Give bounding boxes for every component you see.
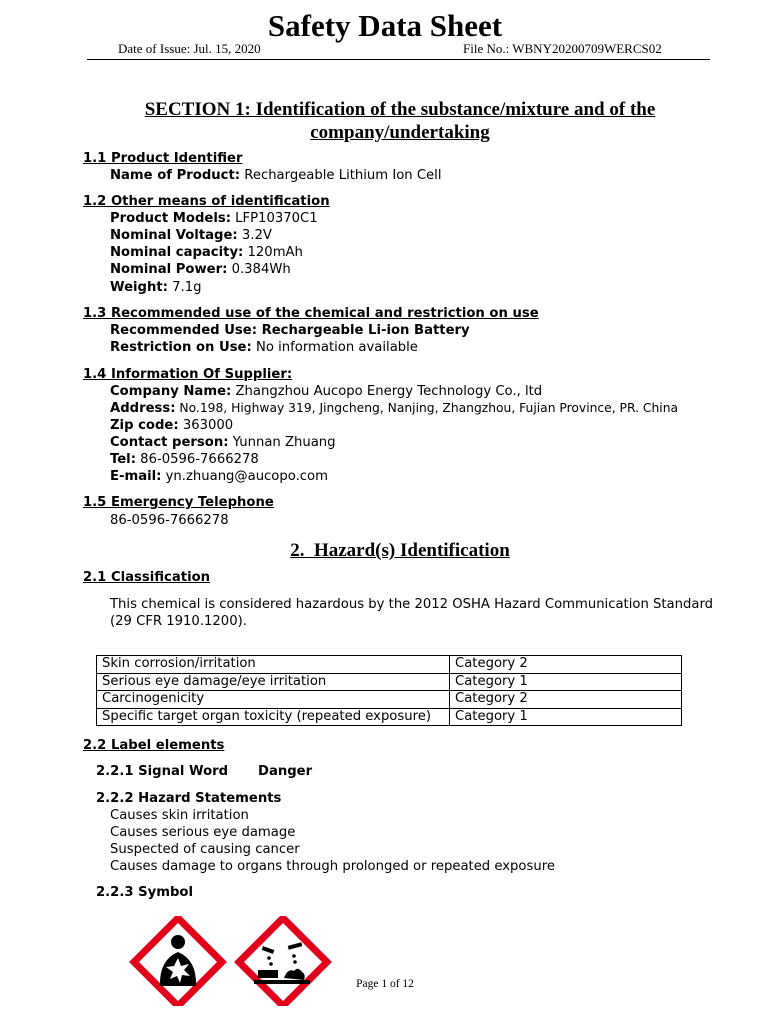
weight-label: Weight: [110,280,168,295]
heading-1-4: 1.4 Information Of Supplier: [83,367,293,382]
restriction-label: Restriction on Use: [110,340,252,355]
product-models-row [110,210,318,227]
nominal-voltage-row [110,227,272,244]
contact-person-row [110,434,336,451]
weight-value: 7.1g [167,280,202,295]
health-hazard-pictogram-icon [134,918,222,1006]
hazard-cell: Skin corrosion/irritation [97,656,450,674]
email-label: E-mail: [110,469,162,484]
table-row [97,691,682,709]
nominal-power-value: 0.384Wh [227,262,291,277]
section1-title [80,98,720,144]
product-models-label: Product Models: [110,211,231,226]
emergency-telephone: 86-0596-7666278 [110,513,229,528]
hazard-statement: Causes skin irritation [110,808,249,823]
contact-person-value: Yunnan Zhuang [228,435,336,450]
hazard-cell: Carcinogenicity [97,691,450,709]
nominal-capacity-value: 120mAh [243,245,303,260]
heading-2-2: 2.2 Label elements [83,738,225,753]
section1-title-line2: company/undertaking [310,122,490,143]
nominal-voltage-label: Nominal Voltage: [110,228,238,243]
contact-person-label: Contact person: [110,435,229,450]
signal-word-value: Danger [258,764,313,779]
email-row [110,468,328,485]
tel-value: 86-0596-7666278 [135,452,259,467]
heading-1-1: 1.1 Product Identifier [83,151,243,166]
hazard-cell: Specific target organ toxicity (repeated exposure) [97,708,450,726]
category-cell: Category 1 [450,673,682,691]
company-name-value: Zhangzhou Aucopo Energy Technology Co., ltd [231,384,543,399]
hazard-statements-heading: 2.2.2 Hazard Statements [96,791,282,806]
page-number: Page 1 of 12 [356,978,414,990]
date-of-issue: Date of Issue: Jul. 15, 2020 [118,41,261,56]
classification-text-line1: This chemical is considered hazardous by the 2012 OSHA Hazard Communication Standard [110,597,713,612]
product-name-row [110,167,441,184]
table-row [97,673,682,691]
weight-row [110,279,202,296]
section2-title [80,539,720,562]
nominal-voltage-value: 3.2V [237,228,272,243]
zip-code-value: 363000 [178,418,234,433]
ghs-pictograms [128,916,368,1006]
heading-1-3: 1.3 Recommended use of the chemical and restriction on use [83,306,539,321]
hazard-statement: Causes damage to organs through prolonged or repeated exposure [110,859,555,874]
classification-table [96,655,682,726]
recommended-use: Recommended Use: Rechargeable Li-ion Battery [110,323,470,338]
signal-word-label: 2.2.1 Signal Word [96,764,229,779]
address-row [110,400,678,417]
nominal-capacity-label: Nominal capacity: [110,245,244,260]
company-name-label: Company Name: [110,384,232,399]
nominal-power-label: Nominal Power: [110,262,228,277]
heading-1-2: 1.2 Other means of identification [83,194,330,209]
section1-title-line1: SECTION 1: Identification of the substance/mixture and of the [144,99,656,120]
hazard-statement: Suspected of causing cancer [110,842,300,857]
tel-label: Tel: [110,452,136,467]
symbol-heading: 2.2.3 Symbol [96,885,193,900]
product-models-value: LFP10370C1 [230,211,318,226]
file-number: File No.: WBNY20200709WERCS02 [463,41,662,56]
header-divider [87,59,710,60]
table-row [97,656,682,674]
email-value[interactable]: yn.zhuang@aucopo.com [161,469,328,484]
category-cell: Category 1 [450,708,682,726]
zip-code-label: Zip code: [110,418,179,433]
tel-row [110,451,259,468]
restriction-value: No information available [251,340,418,355]
section2-title-text: 2. Hazard(s) Identification [290,540,510,561]
nominal-power-row [110,261,291,278]
heading-2-1: 2.1 Classification [83,570,211,585]
nominal-capacity-row [110,244,303,261]
classification-text-line2: (29 CFR 1910.1200). [110,614,247,629]
restriction-row [110,339,418,356]
zip-code-row [110,417,233,434]
category-cell: Category 2 [450,656,682,674]
address-label: Address: [110,401,176,416]
hazard-cell: Serious eye damage/eye irritation [97,673,450,691]
product-name-value: Rechargeable Lithium Ion Cell [240,168,442,183]
category-cell: Category 2 [450,691,682,709]
corrosion-pictogram-icon [239,918,327,1006]
hazard-statement: Causes serious eye damage [110,825,296,840]
address-value: No.198, Highway 319, Jingcheng, Nanjing, Zhangzhou, Fujian Province, PR. China [175,401,679,415]
table-row [97,708,682,726]
company-name-row [110,383,542,400]
product-name-label: Name of Product: [110,168,241,183]
heading-1-5: 1.5 Emergency Telephone [83,495,274,510]
document-title: Safety Data Sheet [267,8,503,43]
